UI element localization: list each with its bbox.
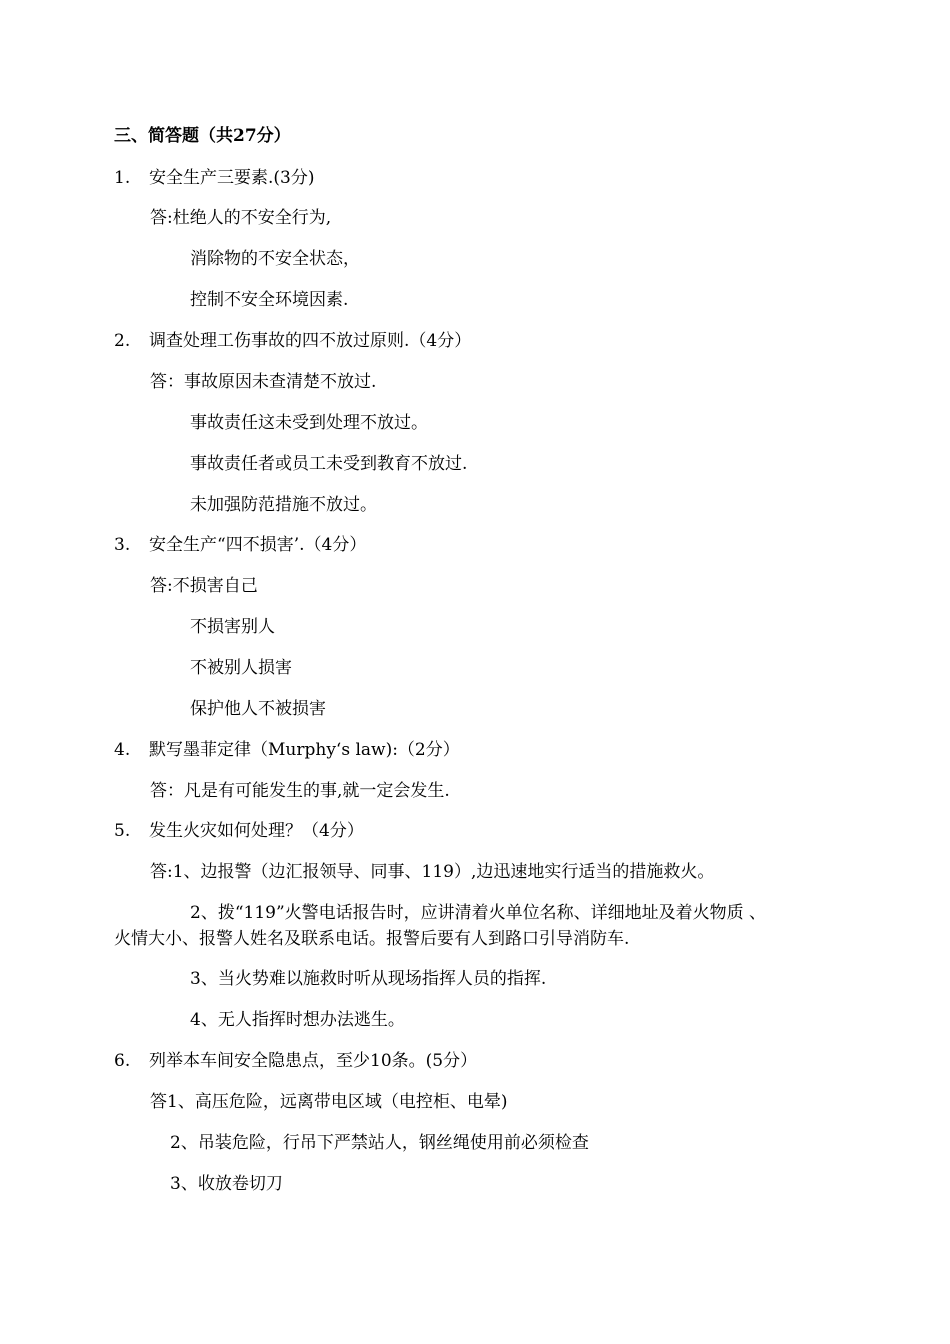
question-number: 5.	[114, 821, 131, 841]
answer-line: 消除物的不安全状态，	[190, 249, 360, 269]
question-1	[114, 167, 314, 189]
answer-line: 答:1、边报警（边汇报领导、同事、119）,边迅速地实行适当的措施救火。	[150, 862, 715, 882]
question-text: 调查处理工伤事故的四不放过原则.（4分）	[149, 331, 472, 351]
answer-line: 不被别人损害	[190, 658, 292, 678]
answer-line: 保护他人不被损害	[190, 699, 326, 719]
question-text: 发生火灾如何处理？（4分）	[149, 821, 364, 841]
answer-line: 答：凡是有可能发生的事,就一定会发生.	[150, 781, 450, 801]
question-text: 列举本车间安全隐患点，至少10条。(5分）	[149, 1051, 478, 1071]
question-number: 3.	[114, 535, 131, 555]
question-3	[114, 534, 366, 556]
section-title: 三、简答题（共27分）	[114, 126, 291, 146]
question-text: 安全生产三要素.(3分)	[149, 168, 315, 188]
question-2	[114, 330, 471, 352]
question-6	[114, 1050, 477, 1072]
answer-line: 2、吊装危险，行吊下严禁站人，钢丝绳使用前必须检查	[170, 1133, 589, 1153]
question-5	[114, 820, 364, 842]
answer-line: 3、收放卷切刀	[170, 1174, 283, 1194]
question-number: 4.	[114, 740, 131, 760]
answer-line: 事故责任者或员工未受到教育不放过.	[190, 454, 468, 474]
answer-line: 答：事故原因未查清楚不放过.	[150, 372, 377, 392]
answer-line: 答1、高压危险，远离带电区域（电控柜、电晕)	[150, 1092, 508, 1112]
answer-line: 控制不安全环境因素.	[190, 290, 349, 310]
answer-line: 事故责任这未受到处理不放过。	[190, 413, 428, 433]
question-4	[114, 739, 460, 761]
answer-line: 4、无人指挥时想办法逃生。	[190, 1010, 405, 1030]
answer-line: 未加强防范措施不放过。	[190, 495, 377, 515]
answer-line: 答:杜绝人的不安全行为,	[150, 208, 332, 228]
question-text: 默写墨菲定律（Murphy‘s law):（2分）	[149, 740, 460, 760]
answer-line: 2、拨“119”火警电话报告时，应讲清着火单位名称、详细地址及着火物质 、	[190, 903, 767, 923]
answer-line: 答:不损害自己	[150, 576, 258, 596]
answer-line: 3、当火势难以施救时听从现场指挥人员的指挥.	[190, 969, 547, 989]
question-number: 6.	[114, 1051, 131, 1071]
question-number: 1.	[114, 168, 131, 188]
answer-line-continued: 火情大小、报警人姓名及联系电话。报警后要有人到路口引导消防车.	[114, 929, 630, 949]
question-number: 2.	[114, 331, 131, 351]
answer-line: 不损害别人	[190, 617, 275, 637]
question-text: 安全生产“四不损害’.（4分）	[149, 535, 367, 555]
